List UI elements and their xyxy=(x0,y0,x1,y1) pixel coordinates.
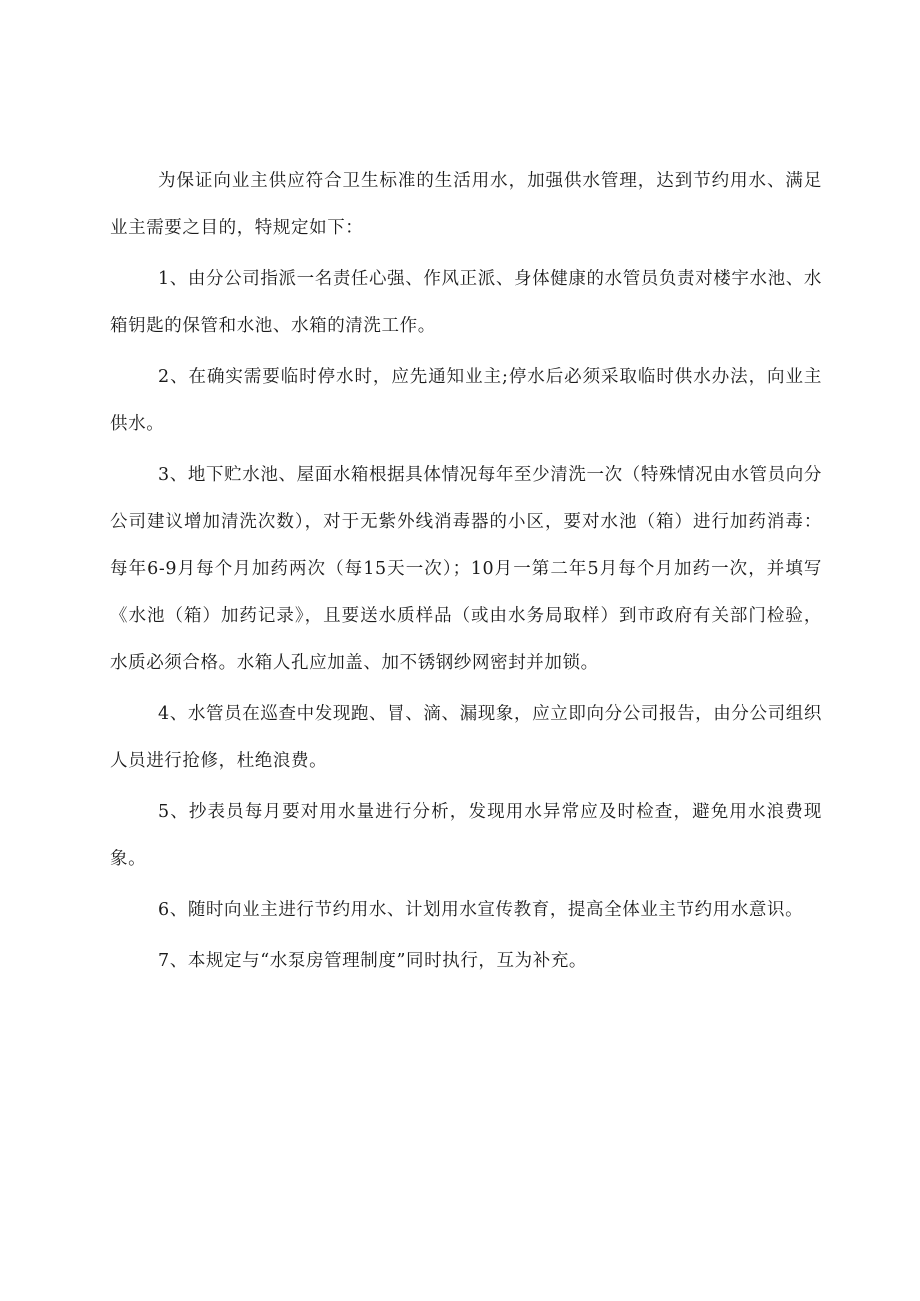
clause-5: 5、抄表员每月要对用水量进行分析，发现用水异常应及时检查，避免用水浪费现象。 xyxy=(110,802,822,869)
clause-3: 3、地下贮水池、屋面水箱根据具体情况每年至少清洗一次（特殊情况由水管员向分公司建议增加清洗次数），对于无紫外线消毒器的小区，要对水池（箱）进行加药消毒：每年6-9月每个月加药两次（每15天一次）；10月一第二年5月每个月加药一次，并填写《水池（箱）加药记录》，且要送水质样品（或由水务局取样）到市政府有关部门检验，水质必须合格。水箱人孔应加盖、加不锈钢纱网密封并加锁。 xyxy=(110,465,822,673)
clause-2: 2、在确实需要临时停水时，应先通知业主;停水后必须采取临时供水办法，向业主供水。 xyxy=(110,367,822,434)
clause-1: 1、由分公司指派一名责任心强、作风正派、身体健康的水管员负责对楼宇水池、水箱钥匙的保管和水池、水箱的清洗工作。 xyxy=(110,269,822,336)
intro-paragraph: 为保证向业主供应符合卫生标准的生活用水，加强供水管理，达到节约用水、满足业主需要之目的，特规定如下： xyxy=(110,171,822,238)
clause-6: 6、随时向业主进行节约用水、计划用水宣传教育，提高全体业主节约用水意识。 xyxy=(158,900,804,920)
document-body xyxy=(110,158,822,989)
clause-7: 7、本规定与“水泵房管理制度”同时执行，互为补充。 xyxy=(158,951,588,971)
clause-4: 4、水管员在巡查中发现跑、冒、滴、漏现象，应立即向分公司报告，由分公司组织人员进行抢修，杜绝浪费。 xyxy=(110,704,822,771)
